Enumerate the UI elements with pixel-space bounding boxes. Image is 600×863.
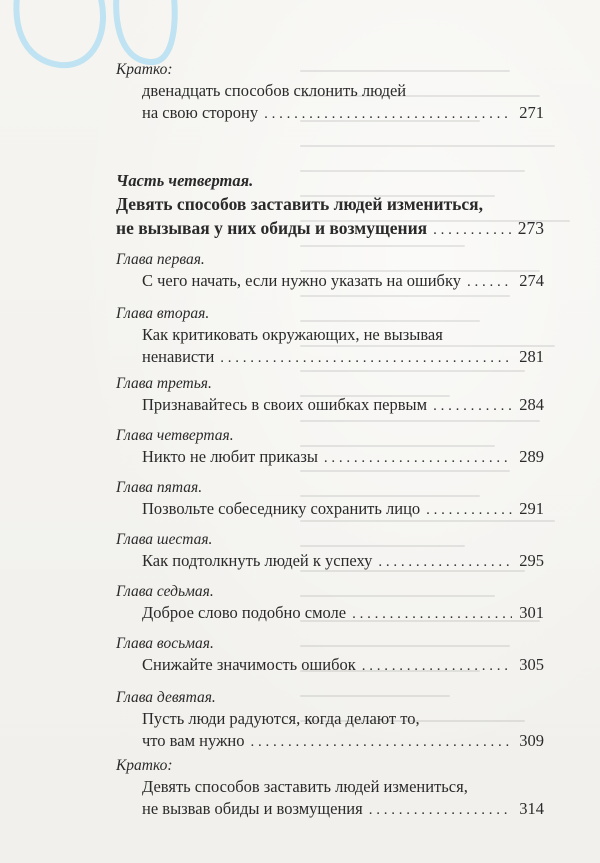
- chapter-title: С чего начать, если нужно указать на ошибку: [142, 271, 461, 290]
- dot-leader: [264, 103, 512, 125]
- page-number: 274: [519, 271, 544, 290]
- page-number: 309: [519, 731, 544, 750]
- entry-label: Кратко:: [116, 757, 173, 774]
- chapter-title: Снижайте значимость ошибок: [142, 655, 356, 674]
- chapter-label: Глава пятая.: [116, 479, 203, 496]
- toc-entry-chapter-8[interactable]: [116, 634, 544, 677]
- toc-entry-chapter-7[interactable]: [116, 582, 544, 625]
- chapter-title: Признавайтесь в своих ошибках первым: [142, 395, 428, 414]
- toc-entry-chapter-2[interactable]: [116, 304, 544, 369]
- chapter-label: Глава седьмая.: [116, 583, 214, 600]
- page-number: 314: [519, 799, 544, 818]
- chapter-label: Глава восьмая.: [116, 635, 214, 652]
- chapter-title-line: Как критиковать окружающих, не вызывая: [142, 325, 443, 344]
- toc-entry-summary-part-four[interactable]: [116, 756, 544, 821]
- toc-entry-chapter-1[interactable]: [116, 250, 544, 293]
- dot-leader: [250, 731, 512, 753]
- dot-leader: [362, 655, 512, 677]
- page-number: 289: [519, 447, 544, 466]
- entry-label: Кратко:: [116, 61, 173, 78]
- toc-entry-chapter-5[interactable]: [116, 478, 544, 521]
- part-label: Часть четвертая.: [116, 171, 254, 190]
- toc-entry-chapter-3[interactable]: [116, 374, 544, 417]
- page-number: 284: [519, 395, 544, 414]
- dot-leader: [369, 799, 512, 821]
- chapter-title: Как подтолкнуть людей к успеху: [142, 551, 373, 570]
- page-number: 271: [519, 103, 544, 122]
- dot-leader: [324, 447, 512, 469]
- toc-entry-chapter-9[interactable]: [116, 688, 544, 753]
- chapter-label: Глава четвертая.: [116, 427, 234, 444]
- page-number: 301: [519, 603, 544, 622]
- chapter-label: Глава вторая.: [116, 305, 210, 322]
- part-title-line: Девять способов заставить людей измениться,: [116, 194, 484, 214]
- dot-leader: [220, 347, 512, 369]
- page-number: 273: [517, 218, 544, 238]
- page-number: 281: [519, 347, 544, 366]
- chapter-label: Глава шестая.: [116, 531, 213, 548]
- dot-leader: [378, 551, 512, 573]
- part-title-line: не вызывая у них обиды и возмущения: [116, 218, 428, 238]
- toc-entry-part-four[interactable]: [116, 170, 544, 242]
- entry-title-line: на свою сторону: [142, 103, 259, 122]
- chapter-label: Глава девятая.: [116, 689, 216, 706]
- page-number: 305: [519, 655, 544, 674]
- chapter-label: Глава третья.: [116, 375, 212, 392]
- chapter-title: Позвольте собеседнику сохранить лицо: [142, 499, 421, 518]
- dot-leader: [467, 271, 512, 293]
- dot-leader: [352, 603, 512, 625]
- entry-title-line: Девять способов заставить людей измениться,: [142, 777, 468, 796]
- entry-title-line: двенадцать способов склонить людей: [142, 81, 407, 100]
- chapter-title-line: ненависти: [142, 347, 215, 366]
- chapter-title: Доброе слово подобно смоле: [142, 603, 347, 622]
- chapter-title: Никто не любит приказы: [142, 447, 318, 466]
- dot-leader: [433, 218, 512, 242]
- dot-leader: [426, 499, 512, 521]
- entry-title-line: не вызвав обиды и возмущения: [142, 799, 363, 818]
- chapter-title-line: что вам нужно: [142, 731, 245, 750]
- page-number: 295: [519, 551, 544, 570]
- chapter-title-line: Пусть люди радуются, когда делают то,: [142, 709, 420, 728]
- page-number: 291: [519, 499, 544, 518]
- toc-entry-summary-part-three[interactable]: [116, 60, 544, 125]
- toc-entry-chapter-6[interactable]: [116, 530, 544, 573]
- toc-entry-chapter-4[interactable]: [116, 426, 544, 469]
- chapter-label: Глава первая.: [116, 251, 205, 268]
- dot-leader: [433, 395, 512, 417]
